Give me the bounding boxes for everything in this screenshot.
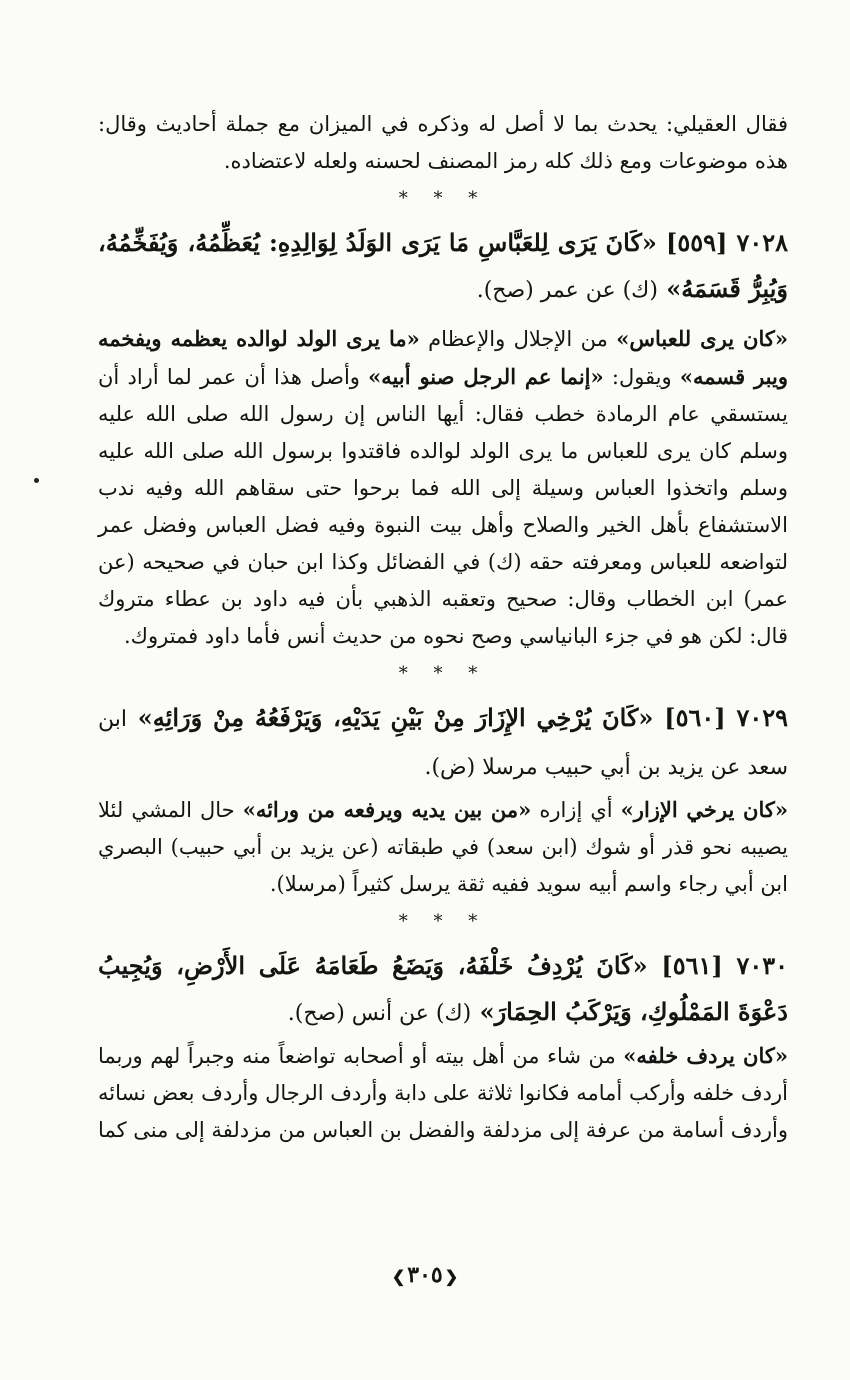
hadith-source: (ك) عن أنس (صح).	[287, 1001, 472, 1026]
ornament-right-icon: ❮	[444, 1267, 459, 1286]
page-number	[0, 1262, 850, 1288]
commentary-text: من الإجلال والإعظام	[419, 327, 617, 351]
hadith-number: ٧٠٢٨ [٥٥٩]	[666, 228, 789, 257]
hadith-text: «كَانَ يُرْدِفُ خَلْفَهُ، وَيَضَعُ طَعَامَهُ عَلَى الأَرْضِ، وَيُجِيبُ دَعْوَةَ المَمْلُوكِ، وَيَرْكَبُ الحِمَارَ»	[98, 951, 788, 1026]
commentary-lead: «كان يرخي الإزار»	[620, 797, 788, 822]
hadith-7029	[98, 695, 788, 791]
margin-dot	[34, 478, 39, 483]
section-separator: * * *	[398, 663, 488, 684]
page-body	[98, 106, 788, 1149]
commentary-lead: «كان يرى للعباس»	[616, 326, 788, 351]
commentary-quote: «إنما عم الرجل صنو أبيه»	[368, 364, 604, 389]
commentary-text: ويقول:	[603, 365, 680, 389]
hadith-text: «كَانَ يُرْخِي الإِزَارَ مِنْ بَيْنِ يَدَيْهِ، وَيَرْفَعُهُ مِنْ وَرَائِهِ»	[137, 703, 654, 732]
hadith-source: (ك) عن عمر (صح).	[476, 278, 658, 303]
hadith-text: «كَانَ يَرَى لِلعَبَّاسِ مَا يَرَى الوَلَدُ لِوَالِدِهِ: يُعَظِّمُهُ، وَيُفَخِّمُهُ، وَيُبِرُّ قَسَمَهُ»	[98, 228, 788, 303]
hadith-number: ٧٠٣٠ [٥٦١]	[661, 951, 789, 980]
commentary-7030	[98, 1037, 788, 1149]
hadith-7030	[98, 943, 788, 1037]
commentary-7028	[98, 320, 788, 655]
commentary-text: من شاء من أهل بيته أو أصحابه تواضعاً منه وجبراً لهم وربما أردف خلفه وأركب أمامه فكانوا ثلاثة على دابة وأردف الرجال وأردف بعض نسائه وأردف أسامة من عرفة إلى مزدلفة والفضل بن العباس من مزدلفة إلى منى كما	[98, 1044, 788, 1142]
commentary-lead: «كان يردف خلفه»	[623, 1043, 788, 1068]
hadith-7028	[98, 220, 788, 314]
commentary-quote: «ما يرى الولد لوالده يعظمه ويفخمه ويبر قسمه»	[98, 326, 788, 389]
commentary-text: حال المشي لئلا يصيبه نحو قذر أو شوك (ابن سعد) في طبقاته (عن يزيد بن أبي حبيب) البصري ابن أبي رجاء واسم أبيه سويد ففيه ثقة يرسل كثيراً (مرسلا).	[98, 798, 788, 896]
intro-paragraph: فقال العقيلي: يحدث بما لا أصل له وذكره في الميزان مع جملة أحاديث وقال: هذه موضوعات ومع ذلك كله رمز المصنف لحسنه ولعله لاعتضاده.	[98, 112, 788, 173]
commentary-7029	[98, 791, 788, 903]
commentary-text: أي إزاره	[531, 798, 621, 822]
page-number-value: ٣٠٥	[407, 1262, 443, 1288]
commentary-text: وأصل هذا أن عمر لما أراد أن يستسقي عام الرمادة خطب فقال: أيها الناس إن رسول الله صلى الله عليه وسلم كان يرى للعباس ما يرى الولد لوالده فاقتدوا برسول الله صلى الله عليه وسلم واتخذوا العباس وسيلة إلى الله فما برحوا حتى سقاهم الله وفيه ندب الاستشفاع بأهل الخير والصلاح وأهل بيت النبوة وفيه فضل العباس وفضل عمر لتواضعه للعباس ومعرفته حقه (ك) في الفضائل وكذا ابن حبان في صحيحه (عن عمر) ابن الخطاب وقال: صحيح وتعقبه الذهبي بأن فيه داود بن عطاء متروك قال: لكن هو في جزء البانياسي وصح نحوه من حديث أنس فأما داود فمتروك.	[98, 365, 788, 648]
commentary-quote: «من بين يديه ويرفعه من ورائه»	[242, 797, 532, 822]
section-separator: * * *	[398, 911, 488, 932]
hadith-number: ٧٠٢٩ [٥٦٠]	[664, 703, 788, 732]
ornament-left-icon: ❯	[391, 1267, 406, 1286]
hadith-source: ابن سعد عن يزيد بن أبي حبيب مرسلا (ض).	[98, 707, 788, 780]
section-separator: * * *	[398, 188, 488, 209]
